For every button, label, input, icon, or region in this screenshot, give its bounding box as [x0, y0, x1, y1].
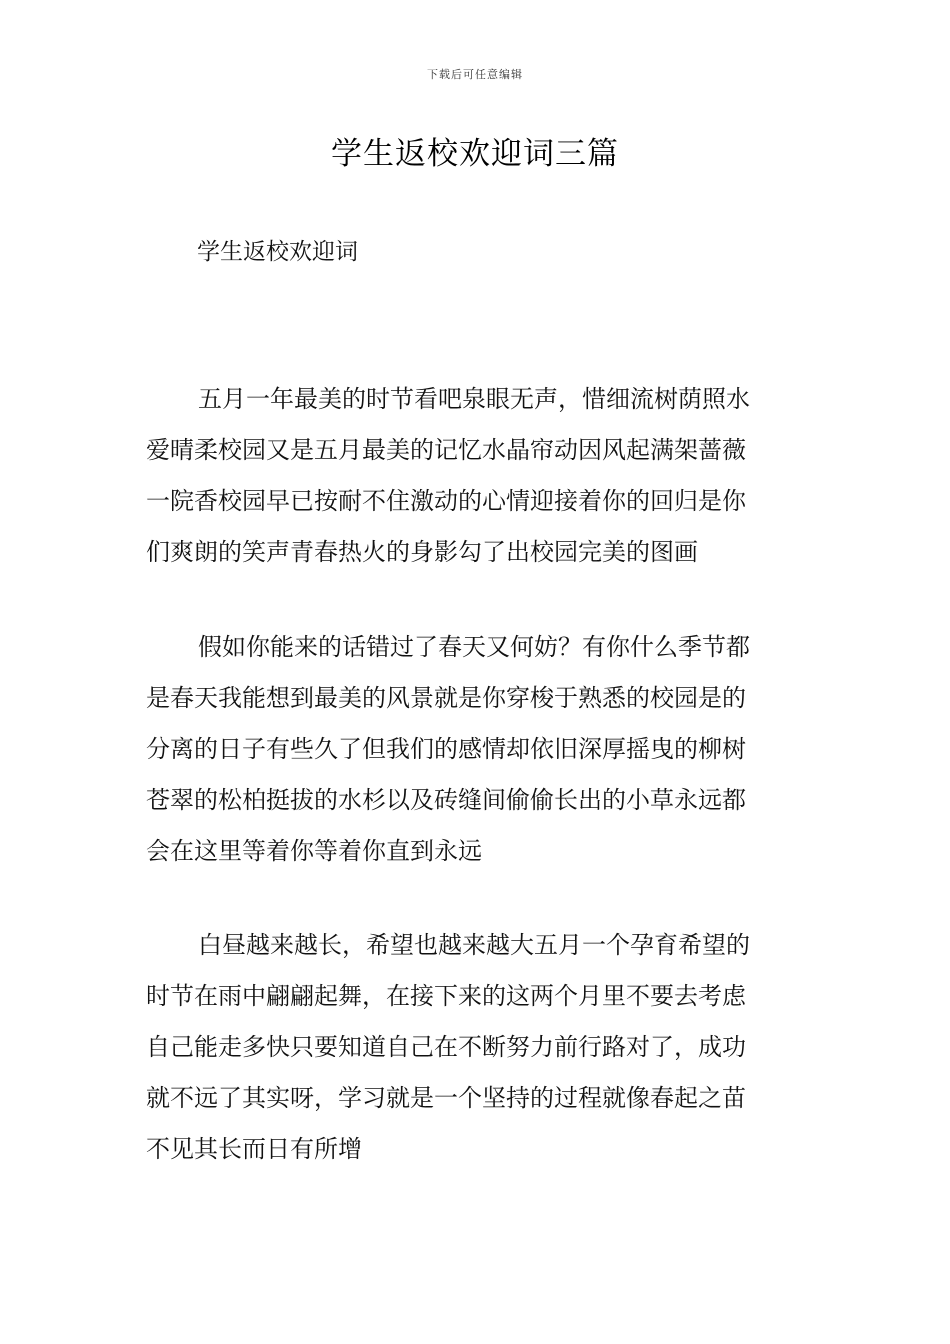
paragraph-line: 会在这里等着你等着你直到永远: [146, 837, 482, 865]
paragraph-line: 时节在雨中翩翩起舞，在接下来的这两个月里不要去考虑: [146, 982, 746, 1010]
paragraph-line: 们爽朗的笑声青春热火的身影勾了出校园完美的图画: [146, 538, 698, 566]
paragraph-line: 分离的日子有些久了但我们的感情却依旧深厚摇曳的柳树: [146, 735, 746, 763]
paragraph-line: 就不远了其实呀，学习就是一个坚持的过程就像春起之苗: [146, 1084, 746, 1112]
paragraph-1: [146, 374, 814, 578]
paragraph-line: 苍翠的松柏挺拔的水杉以及砖缝间偷偷长出的小草永远都: [146, 786, 746, 814]
paragraph-2: [146, 622, 814, 877]
paragraph-line: 假如你能来的话错过了春天又何妨？有你什么季节都: [198, 633, 750, 661]
header-note: 下载后可任意编辑: [427, 68, 523, 81]
paragraph-line: 一院香校园早已按耐不住激动的心情迎接着你的回归是你: [146, 487, 746, 515]
paragraph-line: 五月一年最美的时节看吧泉眼无声，惜细流树荫照水: [198, 385, 750, 413]
paragraph-line: 自己能走多快只要知道自己在不断努力前行路对了，成功: [146, 1033, 746, 1061]
paragraph-line: 是春天我能想到最美的风景就是你穿梭于熟悉的校园是的: [146, 684, 746, 712]
document-subtitle: 学生返校欢迎词: [197, 239, 358, 265]
paragraph-line: 爱晴柔校园又是五月最美的记忆水晶帘动因风起满架蔷薇: [146, 436, 746, 464]
paragraph-3: [146, 920, 814, 1175]
paragraph-line: 白昼越来越长，希望也越来越大五月一个孕育希望的: [198, 931, 750, 959]
document-title: 学生返校欢迎词三篇: [331, 136, 619, 172]
paragraph-line: 不见其长而日有所增: [146, 1135, 362, 1163]
